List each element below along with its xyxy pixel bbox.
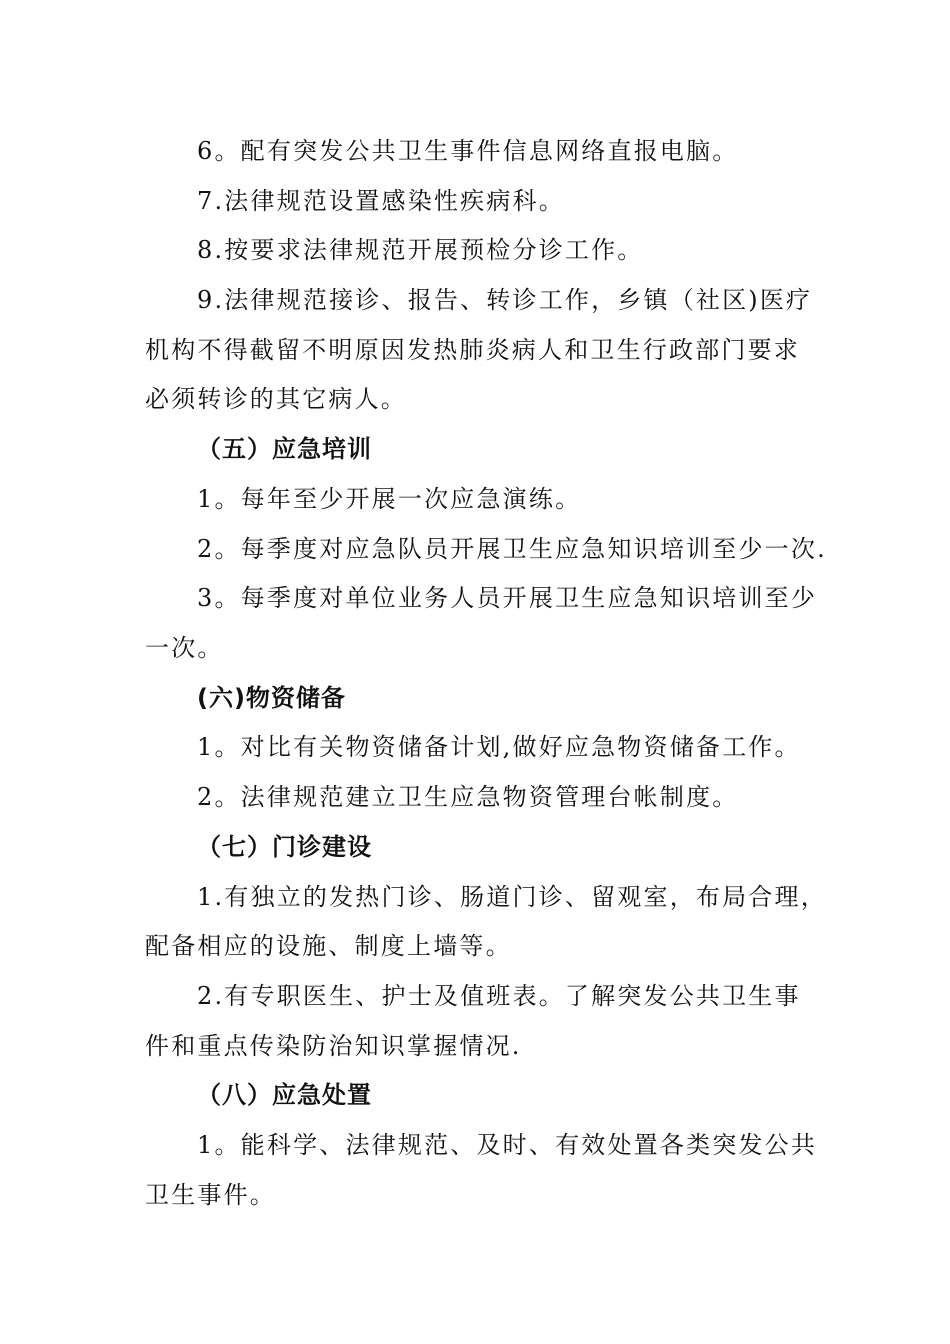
clinic-item-1-line-1: 1.有独立的发热门诊、肠道门诊、留观室，布局合理，	[197, 883, 827, 911]
paragraph-item-9-line-3: 必须转诊的其它病人。	[145, 385, 407, 413]
section-heading-clinic-construction: （七）门诊建设	[197, 833, 372, 861]
paragraph-item-6: 6。配有突发公共卫生事件信息网络直报电脑。	[197, 137, 739, 165]
response-item-1-line-2: 卫生事件。	[145, 1181, 276, 1209]
section-heading-emergency-response: （八）应急处置	[197, 1081, 372, 1109]
reserve-item-1: 1。对比有关物资储备计划,做好应急物资储备工作。	[197, 733, 801, 761]
training-item-3-line-2: 一次。	[145, 634, 224, 662]
paragraph-item-9-line-1: 9.法律规范接诊、报告、转诊工作，乡镇（社区)医疗	[197, 286, 813, 314]
clinic-item-2-line-1: 2.有专职医生、护士及值班表。了解突发公共卫生事	[197, 982, 801, 1010]
reserve-item-2: 2。法律规范建立卫生应急物资管理台帐制度。	[197, 783, 739, 811]
paragraph-item-8: 8.按要求法律规范开展预检分诊工作。	[197, 236, 644, 264]
training-item-1: 1。每年至少开展一次应急演练。	[197, 485, 582, 513]
response-item-1-line-1: 1。能科学、法律规范、及时、有效处置各类突发公共	[197, 1131, 818, 1159]
section-heading-material-reserve: (六)物资储备	[197, 684, 346, 712]
training-item-3-line-1: 3。每季度对单位业务人员开展卫生应急知识培训至少	[197, 584, 818, 612]
paragraph-item-7: 7.法律规范设置感染性疾病科。	[197, 187, 565, 215]
clinic-item-1-line-2: 配备相应的设施、制度上墙等。	[145, 932, 512, 960]
training-item-2: 2。每季度对应急队员开展卫生应急知识培训至少一次.	[197, 535, 827, 563]
clinic-item-2-line-2: 件和重点传染防治知识掌握情况.	[145, 1032, 522, 1060]
paragraph-item-9-line-2: 机构不得截留不明原因发热肺炎病人和卫生行政部门要求	[145, 336, 800, 364]
section-heading-emergency-training: （五）应急培训	[197, 435, 372, 463]
